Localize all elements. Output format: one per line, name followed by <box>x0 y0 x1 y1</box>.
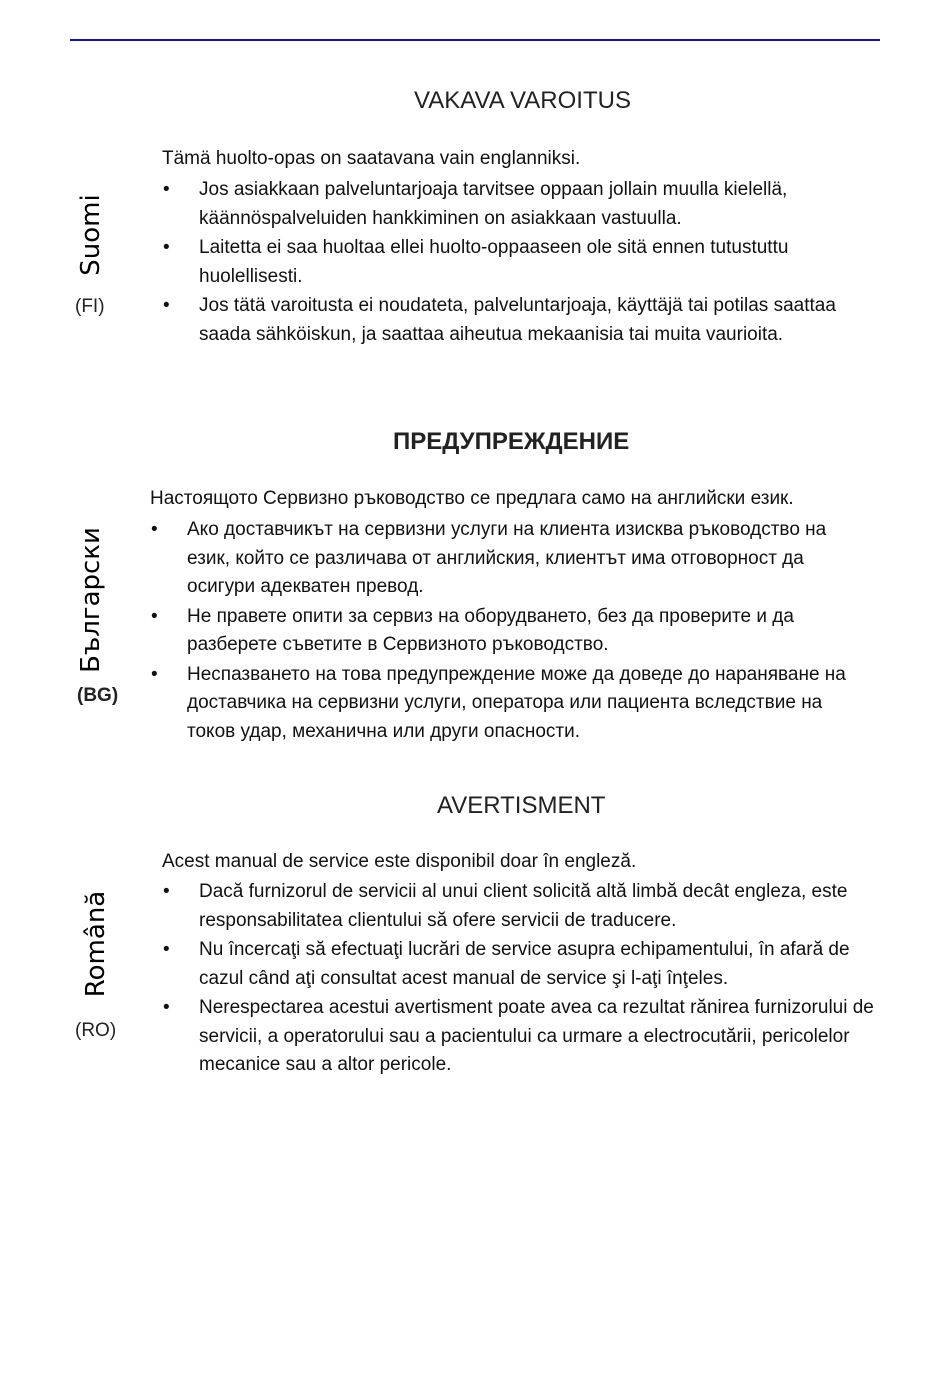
bullet-icon: • <box>163 939 170 960</box>
bullet-text: Неспазването на това предупреждение може да доведе до нараняване на доставчика на сервизни услуги, оператора или пациента вследствие на токов удар, механична или други опасности. <box>187 663 846 742</box>
intro-text: Acest manual de service este disponibil doar în engleză. <box>162 851 637 872</box>
bullet-text: Jos tätä varoitusta ei noudateta, palveluntarjoaja, käyttäjä tai potilas saattaa saada sähköiskun, ja saattaa aiheutua mekaanisia tai muita vaurioita. <box>199 295 836 345</box>
list-item <box>151 516 873 602</box>
language-code: (BG) <box>77 685 119 706</box>
bullet-icon: • <box>163 295 170 316</box>
bullet-icon: • <box>163 997 170 1018</box>
language-code: (FI) <box>75 296 105 317</box>
intro-text: Tämä huolto-opas on saatavana vain englanniksi. <box>162 148 581 169</box>
bullet-icon: • <box>151 519 158 540</box>
list-item <box>163 878 875 935</box>
bullet-text: Dacă furnizorul de servicii al unui client solicită altă limbă decât engleza, este responsabilitatea clientului să ofere servicii de traducere. <box>199 881 848 931</box>
bullet-text: Jos asiakkaan palveluntarjoaja tarvitsee oppaan jollain muulla kielellä, käännöspalveluiden hankkiminen on asiakkaan vastuulla. <box>199 179 788 229</box>
list-item <box>163 234 873 291</box>
list-item <box>163 936 875 993</box>
bullet-text: Не правете опити за сервиз на оборудването, без да проверите и да разберете съветите в Сервизното ръководство. <box>187 605 794 655</box>
bullet-list <box>163 878 875 1081</box>
bullet-icon: • <box>163 237 170 258</box>
bullet-icon: • <box>151 605 158 627</box>
bullet-text: Nu încercaţi să efectuaţi lucrări de service asupra echipamentului, în afară de cazul când aţi consultat acest manual de service şi l-aţi înţeles. <box>199 939 850 989</box>
list-item <box>151 603 873 660</box>
warning-title: AVERTISMENT <box>437 792 606 819</box>
list-item <box>163 176 873 233</box>
bullet-text: Ако доставчикът на сервизни услуги на клиента изисква ръководство на език, който се различава от английския, клиентът има отговорност да осигури адекватен превод. <box>187 519 827 597</box>
warning-title: VAKAVA VAROITUS <box>414 87 631 114</box>
language-label: Български <box>76 527 106 673</box>
bullet-text: Laitetta ei saa huoltaa ellei huolto-oppaaseen ole sitä ennen tutustuttu huolellisesti. <box>199 237 789 287</box>
bullet-icon: • <box>163 179 170 200</box>
bullet-list <box>151 516 873 747</box>
language-code: (RO) <box>75 1020 117 1041</box>
list-item <box>151 661 873 747</box>
list-item <box>163 292 873 349</box>
top-rule <box>70 39 880 41</box>
bullet-list <box>163 176 873 350</box>
warning-title: ПРЕДУПРЕЖДЕНИЕ <box>393 428 630 455</box>
intro-text: Настоящото Сервизно ръководство се предлага само на английски език. <box>150 488 794 509</box>
language-label: Suomi <box>76 194 106 276</box>
bullet-icon: • <box>151 663 158 685</box>
list-item <box>163 994 875 1080</box>
bullet-text: Nerespectarea acestui avertisment poate avea ca rezultat rănirea furnizorului de servicii, a operatorului sau a pacientului ca urmare a electrocutării, pericolelor mecanice sau a altor pericole. <box>199 997 874 1075</box>
bullet-icon: • <box>163 881 170 902</box>
language-label: Română <box>81 890 111 998</box>
